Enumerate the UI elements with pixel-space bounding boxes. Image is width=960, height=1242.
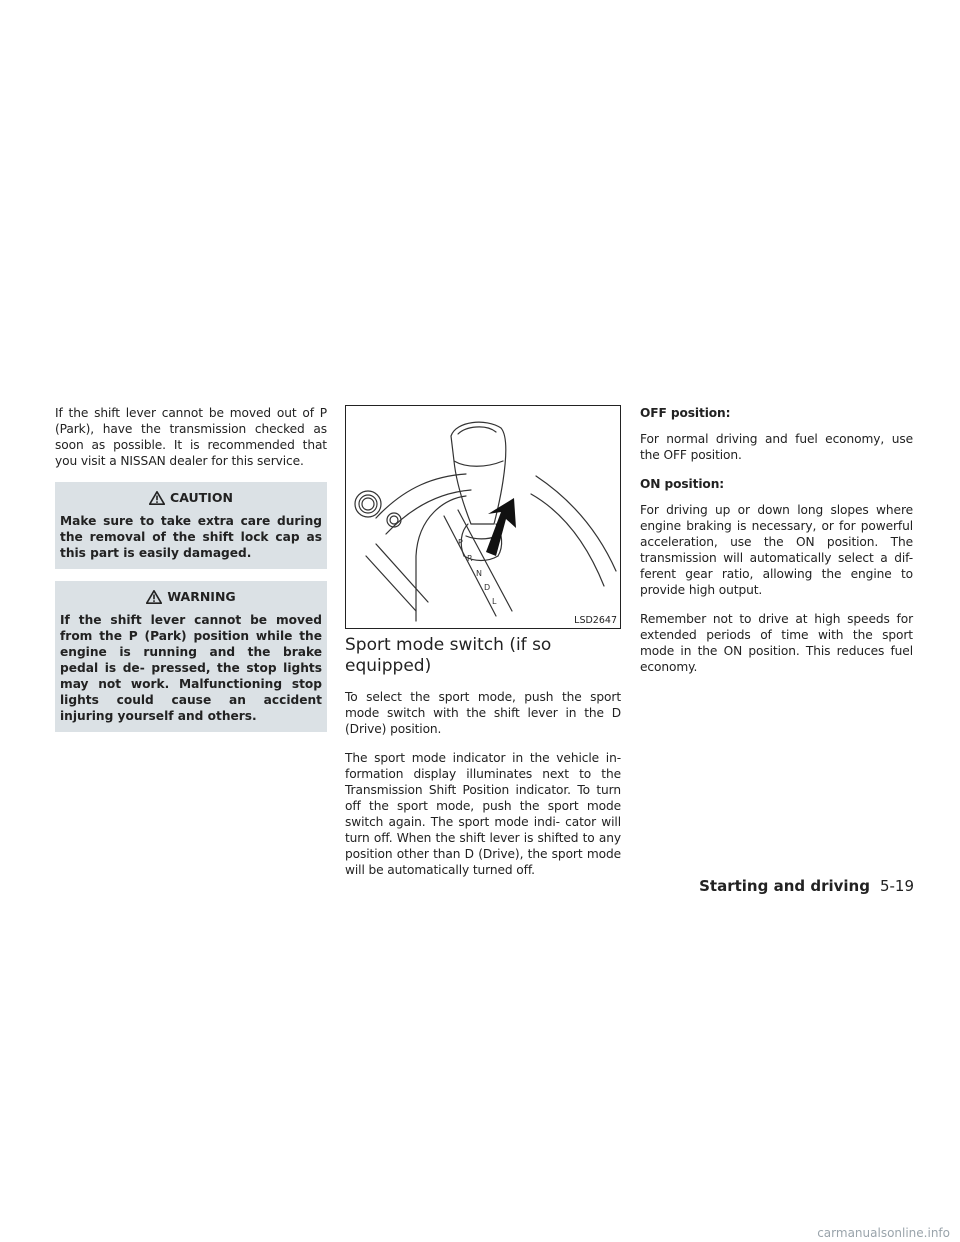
gear-letter-p: P: [458, 538, 463, 547]
gear-letter-l: L: [492, 597, 497, 606]
shift-lever-illustration: [345, 405, 621, 629]
off-position-label: OFF position:: [640, 406, 731, 420]
column-left: [55, 405, 327, 744]
warning-triangle-icon: [149, 491, 165, 505]
page-number: 5-19: [879, 877, 914, 895]
on-position-label: ON position:: [640, 477, 725, 491]
sport-mode-paragraph-1: To select the sport mode, push the sport mode switch with the shift lever in the D (Drive) position.: [345, 690, 621, 736]
footer-section-title: Starting and driving: [699, 877, 870, 895]
warning-heading: WARNING: [167, 589, 236, 604]
reminder-paragraph: Remember not to drive at high speeds for extended periods of time with the sport mode in the ON position. This reduces fuel economy.: [640, 612, 913, 674]
warning-box: [55, 581, 327, 732]
caution-box: [55, 482, 327, 569]
shift-lever-drawing: [346, 406, 620, 628]
section-heading: Sport mode switch (if so equipped): [345, 635, 552, 676]
off-position-text: For normal driving and fuel economy, use the OFF position.: [640, 432, 913, 462]
gear-letter-n: N: [476, 569, 482, 578]
caution-heading: CAUTION: [170, 490, 233, 505]
gear-letter-d: D: [484, 583, 491, 592]
warning-triangle-icon: [146, 590, 162, 604]
intro-paragraph: If the shift lever cannot be moved out of P (Park), have the transmission checked as soon as possible. It is recommended that you visit a NISSAN dealer for this service.: [55, 406, 327, 468]
column-right: [640, 405, 913, 688]
page-footer: [699, 877, 914, 895]
caution-text: Make sure to take extra care during the removal of the shift lock cap as this part is easily damaged.: [60, 514, 322, 560]
gear-letter-r: R: [467, 554, 473, 563]
on-position-text: For driving up or down long slopes where engine braking is necessary, or for powerful acceleration, use the ON position. The transmission will automatically select a dif- ferent gear ratio, allowing the engine to provide high output.: [640, 503, 913, 597]
column-middle: [345, 405, 621, 891]
warning-header: [60, 587, 322, 612]
caution-header: [60, 488, 322, 513]
sport-mode-paragraph-2: The sport mode indicator in the vehicle in- formation display illuminates next to the Transmission Shift Position indicator. To turn off the sport mode, push the sport mode switch again. The sport mode indi- cator will turn off. When the shift lever is shifted to any position other than D (Drive), the sport mode will be automatically turned off.: [345, 751, 621, 877]
figure-code: LSD2647: [574, 615, 617, 626]
warning-text: If the shift lever cannot be moved from the P (Park) position while the engine is running and the brake pedal is de- pressed, the stop lights may not work. Malfunctioning stop lights could cause an accident injuring yourself and others.: [60, 613, 322, 723]
watermark: carmanualsonline.info: [817, 1226, 950, 1240]
